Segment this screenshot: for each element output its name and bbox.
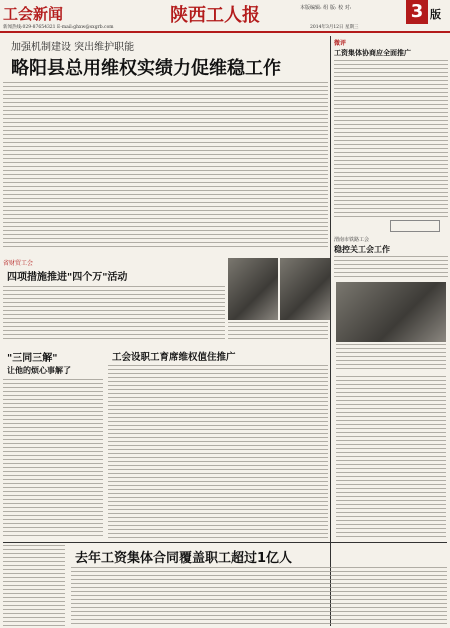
- column-divider: [330, 36, 331, 626]
- date-line: 2014年3月12日 星期三: [310, 25, 359, 30]
- sidebar-header: 微评: [334, 40, 347, 47]
- page-number: 3: [410, 1, 424, 22]
- lead-headline: 略阳县总用维权实绩力促维稳工作: [11, 58, 281, 79]
- masthead: [0, 0, 450, 36]
- sidebar-body: [334, 60, 448, 220]
- right-lower-body: [336, 376, 446, 540]
- hall-headline: 工会设职工育席维权值住推广: [112, 352, 236, 363]
- section-title: 工会新闻: [3, 5, 64, 23]
- page-number-badge: [406, 0, 428, 24]
- bottom-body: [71, 567, 447, 625]
- hall-body: [108, 365, 328, 540]
- photo-1: [228, 258, 278, 320]
- bottom-divider: [3, 542, 447, 543]
- hotline: 新闻热线:029-87654321 E-mail:ghxw@sxgrb.com: [3, 25, 114, 30]
- story-four-body: [3, 286, 225, 340]
- railway-caption: [336, 344, 446, 372]
- bottom-left-body: [3, 545, 65, 627]
- sidebar-logo: [390, 220, 440, 232]
- photo-2: [280, 258, 330, 320]
- sanyi-body: [3, 379, 103, 539]
- page-suffix: 版: [430, 8, 441, 21]
- sanyi-headline: "三同三解": [7, 353, 58, 364]
- photo-railway: [336, 282, 446, 342]
- story-bottom: [3, 545, 447, 627]
- story-four-measures: [3, 258, 225, 340]
- lead-body-text: [3, 82, 328, 248]
- photo-caption: [228, 322, 328, 340]
- story-sanyi: [3, 345, 103, 540]
- sidebar-commentary: [334, 36, 448, 226]
- editor-line: 本版编辑: 组 版: 校 对:: [300, 5, 352, 11]
- sanyi-subheadline: 让他的烦心事解了: [7, 366, 71, 375]
- railway-headline: 稳控关工会工作: [334, 245, 390, 254]
- lead-story: [3, 36, 328, 250]
- story-four-tag: 省财贸工会: [3, 260, 34, 267]
- paper-logo: 陕西工人报: [170, 5, 260, 26]
- masthead-rule: [0, 31, 450, 33]
- bottom-headline: 去年工资集体合同覆盖职工超过1亿人: [75, 551, 293, 566]
- lead-kicker: 加强机制建设 突出维护职能: [11, 42, 135, 53]
- sidebar-title: 工资集体协商应全面推广: [334, 49, 411, 57]
- railway-kicker: 渭南市铁路工会: [334, 237, 370, 243]
- railway-body: [334, 256, 448, 280]
- story-worker-hall: [108, 345, 328, 540]
- story-railway: [334, 236, 448, 280]
- story-four-headline: 四项措施推进"四个万"活动: [7, 272, 128, 283]
